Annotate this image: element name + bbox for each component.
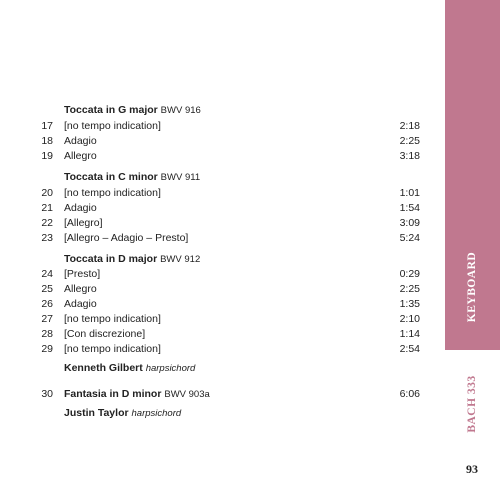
track-number: 25	[41, 283, 53, 295]
performer-name: Kenneth Gilbert	[64, 362, 143, 374]
track-number: 18	[41, 135, 53, 147]
track-number: 27	[41, 313, 53, 325]
performer-instrument: harpsichord	[131, 408, 182, 419]
track-duration: 1:14	[399, 328, 420, 340]
track-number: 26	[41, 298, 53, 310]
track-duration: 5:24	[399, 232, 420, 244]
fantasia-title	[64, 388, 210, 400]
track-number: 28	[41, 328, 53, 340]
track-title: Allegro	[64, 283, 97, 295]
track-title: Allegro	[64, 150, 97, 162]
track-number: 21	[41, 202, 53, 214]
section-title-text: Toccata in C minor	[64, 171, 158, 183]
track-row	[0, 343, 440, 358]
track-row	[0, 298, 440, 313]
track-title: [no tempo indication]	[64, 313, 161, 325]
track-number: 23	[41, 232, 53, 244]
section-title-toccata-g-major	[64, 104, 201, 116]
track-number: 24	[41, 268, 53, 280]
catalog-number: BWV 912	[160, 254, 201, 265]
track-row	[0, 283, 440, 298]
track-duration: 3:09	[399, 217, 420, 229]
section-title-toccata-c-minor	[64, 171, 200, 183]
catalog-number: BWV 911	[160, 172, 201, 183]
page-number: 93	[466, 462, 478, 476]
track-title: [Allegro – Adagio – Presto]	[64, 232, 189, 244]
performer-credit	[64, 362, 195, 374]
track-row	[0, 187, 440, 202]
section-title-text: Toccata in D major	[64, 253, 158, 265]
track-title: Adagio	[64, 202, 97, 214]
track-title: Adagio	[64, 298, 97, 310]
track-duration: 2:25	[399, 283, 420, 295]
track-duration: 2:54	[399, 343, 420, 355]
section-title-toccata-d-major	[64, 253, 200, 265]
performer-credit	[64, 407, 181, 419]
fantasia-title-text: Fantasia in D minor	[64, 388, 162, 400]
track-number: 22	[41, 217, 53, 229]
performer-name: Justin Taylor	[64, 407, 129, 419]
track-number: 19	[41, 150, 53, 162]
track-duration: 1:35	[399, 298, 420, 310]
track-title: [Con discrezione]	[64, 328, 146, 340]
series-label: BACH 333	[466, 375, 478, 433]
track-row	[0, 232, 440, 247]
track-duration: 0:29	[399, 268, 420, 280]
track-number: 30	[41, 388, 53, 400]
track-row	[0, 150, 440, 165]
track-duration: 2:10	[399, 313, 420, 325]
catalog-number: BWV 903a	[164, 389, 210, 400]
track-row	[0, 328, 440, 343]
track-title: [Presto]	[64, 268, 101, 280]
track-duration: 1:54	[399, 202, 420, 214]
track-row	[0, 202, 440, 217]
track-row	[0, 313, 440, 328]
track-title: [no tempo indication]	[64, 187, 161, 199]
track-duration: 2:18	[399, 120, 420, 132]
track-row	[0, 268, 440, 283]
track-title: [Allegro]	[64, 217, 103, 229]
track-duration: 2:25	[399, 135, 420, 147]
track-title: Adagio	[64, 135, 97, 147]
performer-instrument: harpsichord	[145, 363, 196, 374]
track-title: [no tempo indication]	[64, 120, 161, 132]
fantasia-row	[0, 388, 440, 403]
track-duration: 3:18	[399, 150, 420, 162]
side-tab-label: KEYBOARD	[466, 251, 478, 323]
track-duration: 1:01	[399, 187, 420, 199]
track-row	[0, 135, 440, 150]
track-number: 17	[41, 120, 53, 132]
track-title: [no tempo indication]	[64, 343, 161, 355]
track-duration: 6:06	[399, 388, 420, 400]
track-row	[0, 217, 440, 232]
track-number: 20	[41, 187, 53, 199]
catalog-number: BWV 916	[160, 105, 201, 116]
track-number: 29	[41, 343, 53, 355]
track-row	[0, 120, 440, 135]
section-title-text: Toccata in G major	[64, 104, 158, 116]
